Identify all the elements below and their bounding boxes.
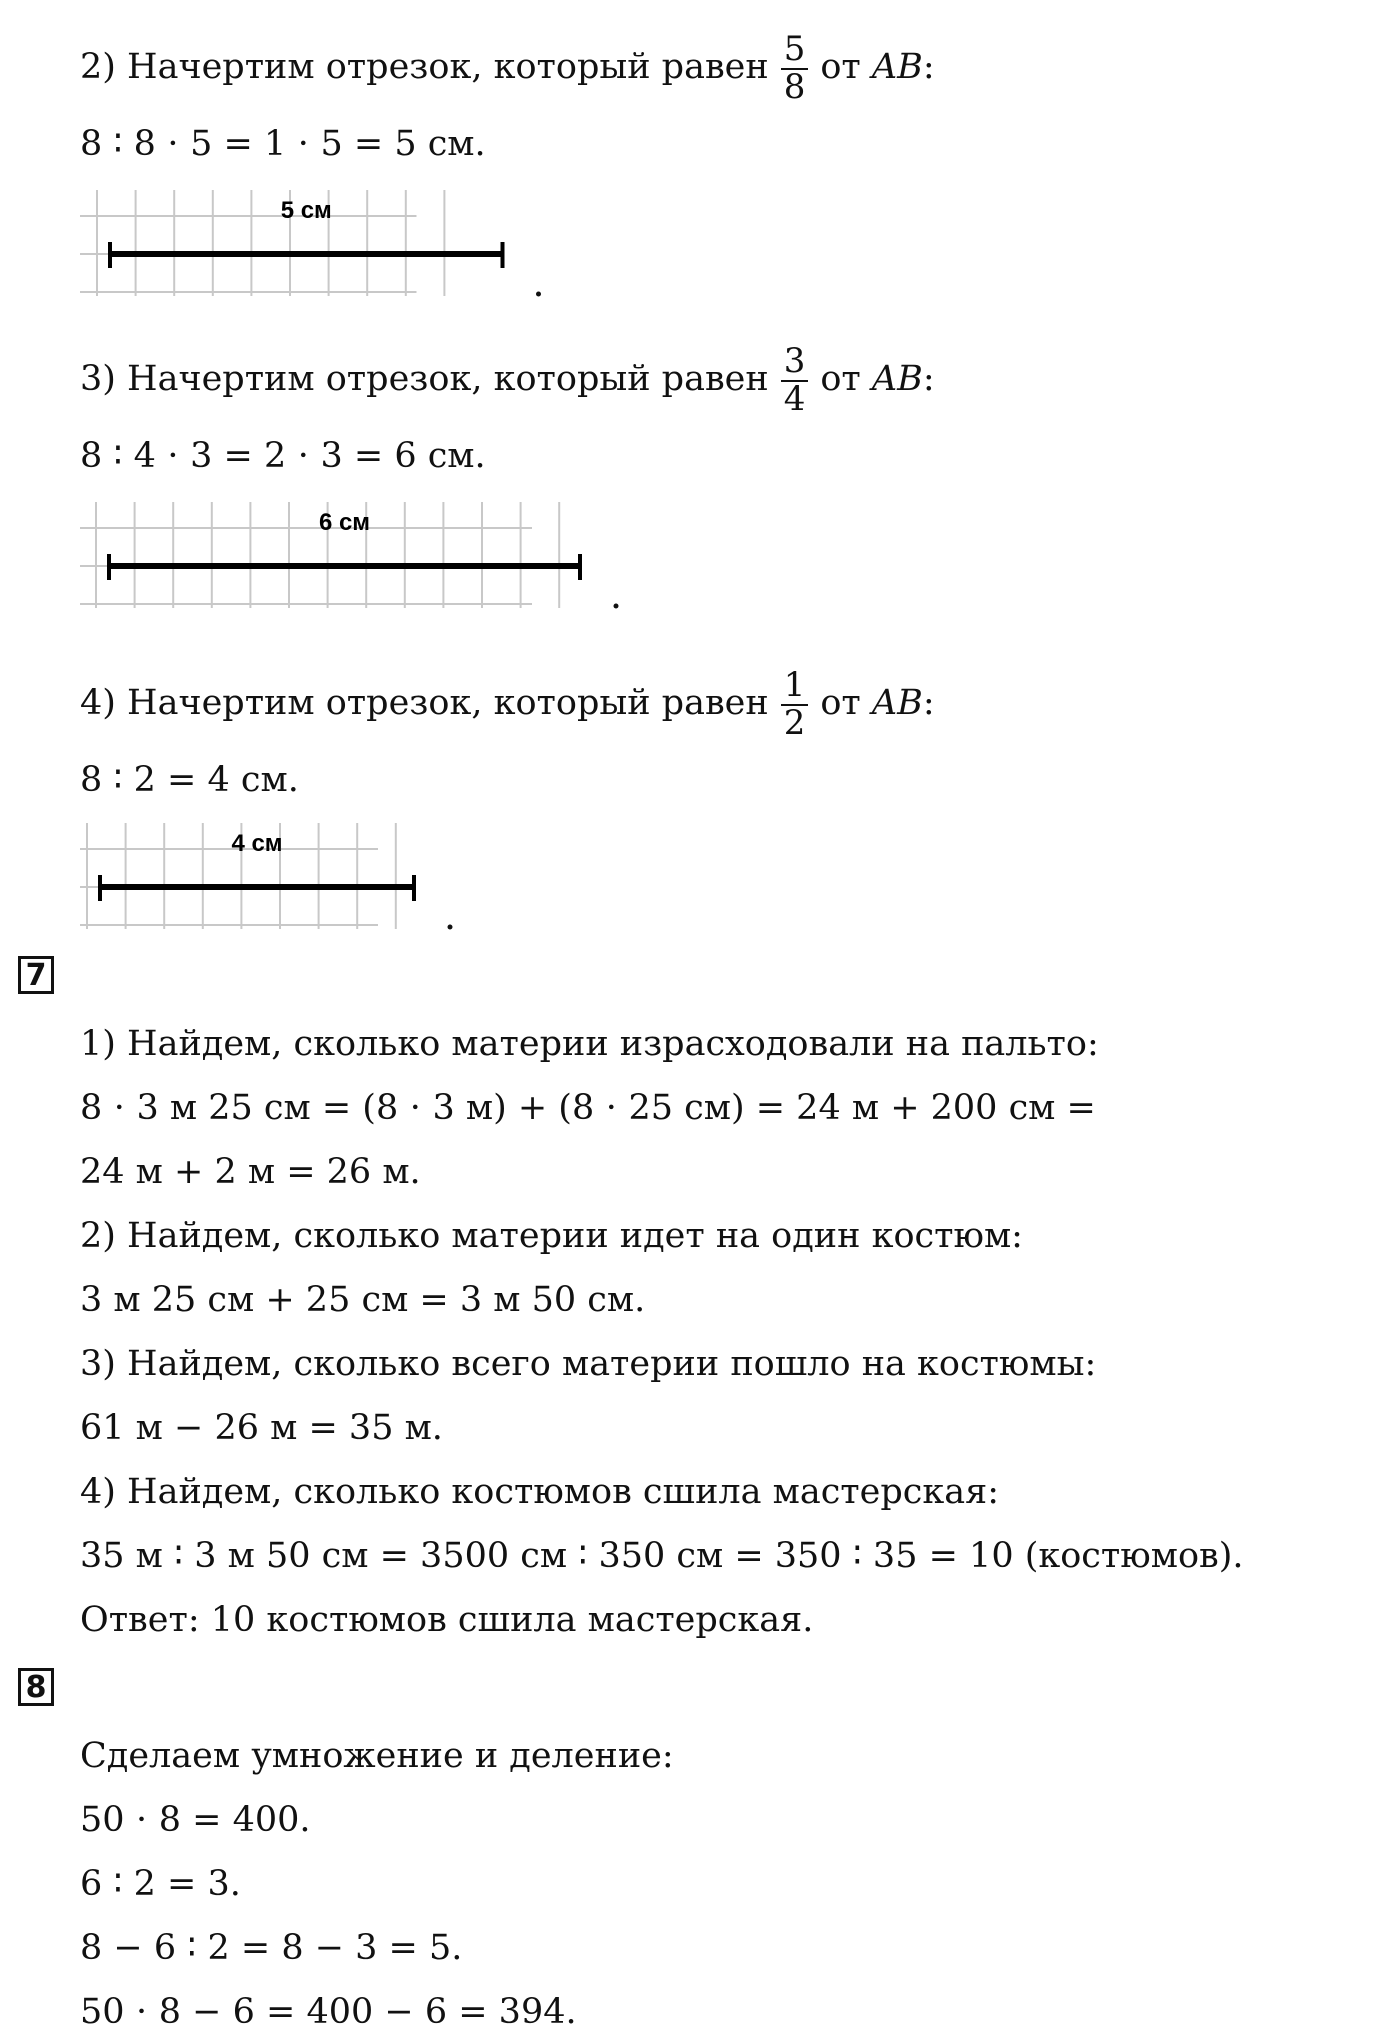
task-number-box: 8: [18, 1668, 54, 1706]
grid-svg: [80, 190, 540, 296]
statement-text: 3) Начертим отрезок, который равен: [80, 359, 769, 400]
fraction-numerator: 5: [781, 32, 809, 70]
statement-text: 4) Начертим отрезок, который равен: [80, 683, 769, 724]
calc-4: 8 ∶ 2 = 4 см.: [80, 760, 299, 800]
solution-line: 24 м + 2 м = 26 м.: [80, 1152, 421, 1192]
segment-drawing-5cm: [80, 190, 540, 296]
solution-line: 61 м − 26 м = 35 м.: [80, 1408, 443, 1448]
calc-3: 8 ∶ 4 ⋅ 3 = 2 ⋅ 3 = 6 см.: [80, 436, 486, 476]
segment-label: 4 см: [231, 830, 283, 857]
fraction: [781, 341, 809, 419]
colon: :: [922, 359, 935, 400]
period-dot: [536, 292, 541, 297]
colon: :: [922, 683, 935, 724]
fraction-denominator: 2: [783, 702, 806, 743]
solution-line: 8 − 6 ∶ 2 = 8 − 3 = 5.: [80, 1928, 463, 1968]
statement-2: [80, 29, 935, 107]
solution-line: 50 ⋅ 8 = 400.: [80, 1800, 311, 1840]
colon: :: [922, 47, 935, 88]
solution-line: 2) Найдем, сколько материи идет на один костюм:: [80, 1216, 1023, 1256]
segment-label: 5 см: [280, 197, 332, 224]
grid-svg: [80, 823, 440, 929]
from-word: от: [820, 359, 861, 400]
solution-line: 4) Найдем, сколько костюмов сшила мастерская:: [80, 1472, 1000, 1512]
segment-drawing-4cm: [80, 823, 440, 929]
task-number-box: 7: [18, 956, 54, 994]
solution-line: 3) Найдем, сколько всего материи пошло на костюмы:: [80, 1344, 1097, 1384]
fraction-denominator: 8: [783, 66, 806, 107]
from-word: от: [820, 47, 861, 88]
period-dot: [614, 604, 619, 609]
calc-2: 8 ∶ 8 ⋅ 5 = 1 ⋅ 5 = 5 см.: [80, 124, 486, 164]
fraction-numerator: 3: [781, 344, 809, 382]
segment-name: AB: [871, 359, 923, 400]
fraction: [781, 665, 809, 743]
segment-label: 6 см: [318, 509, 371, 536]
solution-line: 35 м ∶ 3 м 50 см = 3500 см ∶ 350 см = 350 ∶ 35 = 10 (костюмов).: [80, 1536, 1244, 1576]
statement-3: [80, 341, 935, 419]
statement-text: 2) Начертим отрезок, который равен: [80, 47, 769, 88]
solution-line: Ответ: 10 костюмов сшила мастерская.: [80, 1600, 814, 1640]
segment-drawing-6cm: [80, 502, 620, 608]
fraction: [781, 29, 809, 107]
solution-line: 6 ∶ 2 = 3.: [80, 1864, 241, 1904]
period-dot: [448, 925, 453, 930]
fraction-denominator: 4: [783, 378, 806, 419]
solution-line: 1) Найдем, сколько материи израсходовали на пальто:: [80, 1024, 1099, 1064]
solution-line: 50 ⋅ 8 − 6 = 400 − 6 = 394.: [80, 1992, 577, 2032]
grid-svg: [80, 502, 620, 608]
from-word: от: [820, 683, 861, 724]
fraction-numerator: 1: [781, 668, 809, 706]
solution-line: 8 ⋅ 3 м 25 см = (8 ⋅ 3 м) + (8 ⋅ 25 см) = 24 м + 200 см =: [80, 1088, 1096, 1128]
segment-name: AB: [871, 47, 923, 88]
segment-name: AB: [871, 683, 923, 724]
solution-line: 3 м 25 см + 25 см = 3 м 50 см.: [80, 1280, 646, 1320]
statement-4: [80, 665, 935, 743]
solution-line: Сделаем умножение и деление:: [80, 1736, 674, 1776]
